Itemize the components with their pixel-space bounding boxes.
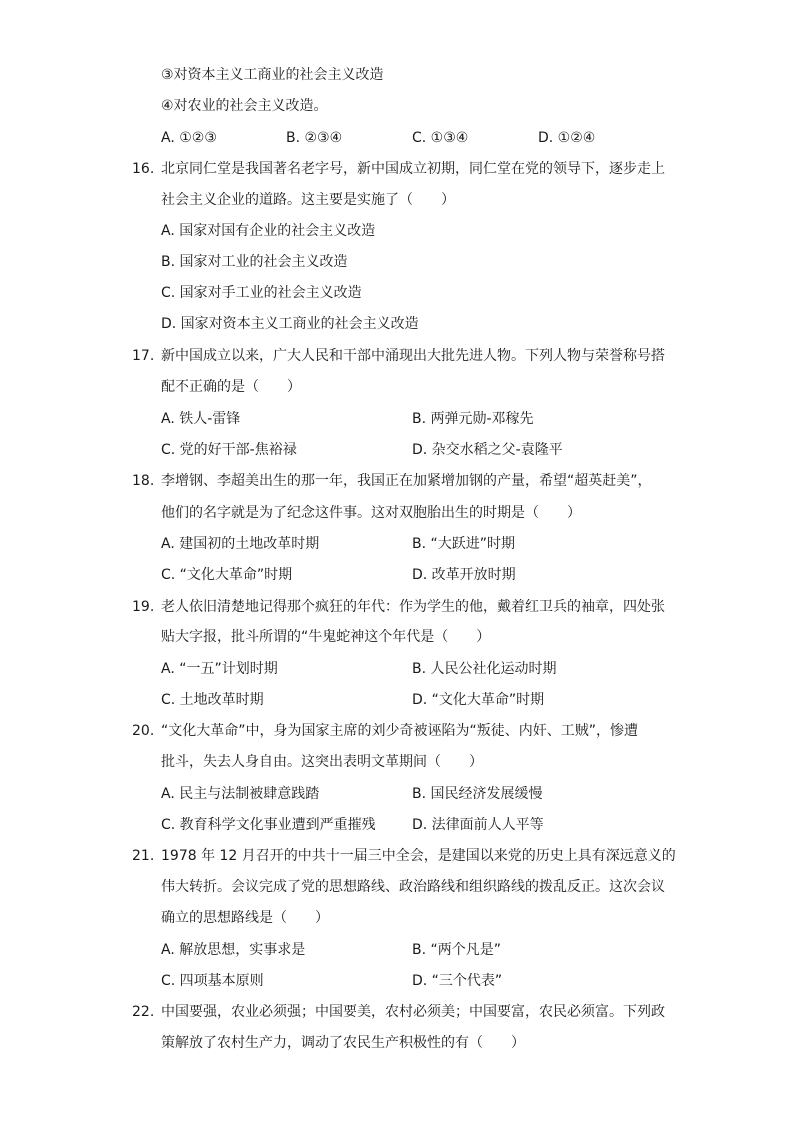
q16-option-c: C. 国家对手工业的社会主义改造 bbox=[161, 285, 362, 301]
q17-option-b: B. 两弹元勋-邓稼先 bbox=[412, 411, 534, 427]
q21-option-d: D. “三个代表” bbox=[412, 973, 503, 989]
q15-item-3: ③对资本主义工商业的社会主义改造 bbox=[161, 67, 384, 83]
q21-option-b: B. “两个凡是” bbox=[412, 942, 502, 958]
q20-stem-line-1: “文化大革命”中，身为国家主席的刘少奇被诬陷为“叛徒、内奸、工贼”，惨遭 bbox=[161, 723, 639, 739]
q21-number: 21. bbox=[132, 848, 155, 864]
q16-number: 16. bbox=[132, 161, 155, 177]
q15-option-b: B. ②③④ bbox=[286, 130, 343, 146]
q15-item-4: ④对农业的社会主义改造。 bbox=[161, 98, 328, 114]
q18-option-b: B. “大跃进”时期 bbox=[412, 536, 516, 552]
q19-option-b: B. 人民公社化运动时期 bbox=[412, 661, 557, 677]
q22-stem-line-1: 中国要强，农业必须强；中国要美，农村必须美；中国要富，农民必须富。下列政 bbox=[161, 1004, 665, 1020]
q16-stem-line-2: 社会主义企业的道路。这主要是实施了（ ） bbox=[161, 192, 455, 208]
q18-option-d: D. 改革开放时期 bbox=[412, 567, 516, 583]
q15-option-a: A. ①②③ bbox=[161, 130, 217, 146]
q17-option-c: C. 党的好干部-焦裕禄 bbox=[161, 442, 297, 458]
q16-option-b: B. 国家对工业的社会主义改造 bbox=[161, 254, 348, 270]
q17-stem-line-2: 配不正确的是（ ） bbox=[161, 379, 301, 395]
q15-option-c: C. ①③④ bbox=[412, 130, 469, 146]
q20-option-c: C. 教育科学文化事业遭到严重摧残 bbox=[161, 817, 376, 833]
q21-stem-line-2: 伟大转折。会议完成了党的思想路线、政治路线和组织路线的拨乱反正。这次会议 bbox=[161, 879, 665, 895]
q20-option-d: D. 法律面前人人平等 bbox=[412, 817, 544, 833]
q20-option-a: A. 民主与法制被肆意践踏 bbox=[161, 786, 320, 802]
q18-option-c: C. “文化大革命”时期 bbox=[161, 567, 293, 583]
q18-option-a: A. 建国初的土地改革时期 bbox=[161, 536, 320, 552]
q16-stem-line-1: 北京同仁堂是我国著名老字号，新中国成立初期，同仁堂在党的领导下，逐步走上 bbox=[161, 161, 665, 177]
q19-option-d: D. “文化大革命”时期 bbox=[412, 692, 545, 708]
q19-stem-line-1: 老人依旧清楚地记得那个疯狂的年代：作为学生的他，戴着红卫兵的袖章，四处张 bbox=[161, 599, 665, 615]
q19-option-a: A. “一五”计划时期 bbox=[161, 661, 278, 677]
q19-stem-line-2: 贴大字报，批斗所谓的“牛鬼蛇神这个年代是（ ） bbox=[161, 629, 491, 645]
q20-number: 20. bbox=[132, 723, 155, 739]
q18-stem-line-2: 他们的名字就是为了纪念这件事。这对双胞胎出生的时期是（ ） bbox=[161, 505, 581, 521]
q17-option-a: A. 铁人-雷锋 bbox=[161, 411, 241, 427]
q17-option-d: D. 杂交水稻之父-袁隆平 bbox=[412, 442, 563, 458]
q18-number: 18. bbox=[132, 473, 155, 489]
q19-number: 19. bbox=[132, 599, 155, 615]
q20-stem-line-2: 批斗，失去人身自由。这突出表明文革期间（ ） bbox=[161, 754, 483, 770]
q17-stem-line-1: 新中国成立以来，广大人民和干部中涌现出大批先进人物。下列人物与荣誉称号搭 bbox=[161, 348, 665, 364]
q21-stem-line-3: 确立的思想路线是（ ） bbox=[161, 910, 329, 926]
q18-stem-line-1: 李增钢、李超美出生的那一年，我国正在加紧增加钢的产量，希望“超英赶美”， bbox=[161, 473, 652, 489]
q21-option-a: A. 解放思想，实事求是 bbox=[161, 942, 306, 958]
q21-stem-line-1: 1978 年 12 月召开的中共十一届三中全会，是建国以来党的历史上具有深远意义的 bbox=[161, 848, 676, 864]
q22-number: 22. bbox=[132, 1004, 155, 1020]
q16-option-d: D. 国家对资本主义工商业的社会主义改造 bbox=[161, 316, 419, 332]
q17-number: 17. bbox=[132, 348, 155, 364]
q21-option-c: C. 四项基本原则 bbox=[161, 973, 264, 989]
q20-option-b: B. 国民经济发展缓慢 bbox=[412, 786, 543, 802]
q19-option-c: C. 土地改革时期 bbox=[161, 692, 264, 708]
q16-option-a: A. 国家对国有企业的社会主义改造 bbox=[161, 223, 376, 239]
q15-option-d: D. ①②④ bbox=[538, 130, 596, 146]
q22-stem-line-2: 策解放了农村生产力，调动了农民生产积极性的有（ ） bbox=[161, 1035, 525, 1051]
